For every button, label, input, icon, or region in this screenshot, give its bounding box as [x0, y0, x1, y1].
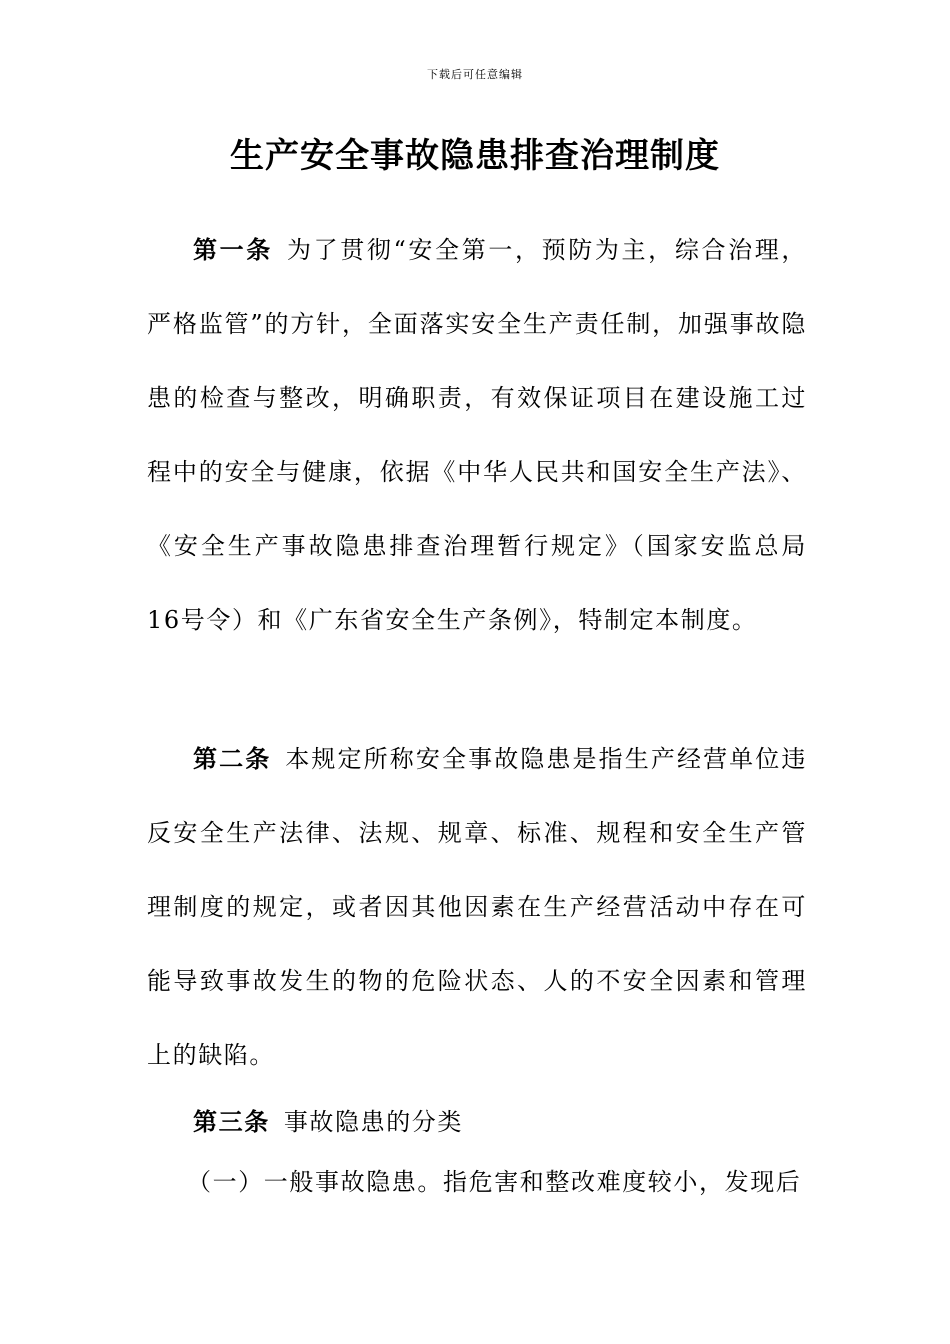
clause-1: （一）一般事故隐患。指危害和整改难度较小，发现后 — [187, 1168, 802, 1196]
article-1 — [147, 213, 807, 657]
article-2-text: 本规定所称安全事故隐患是指生产经营单位违反安全生产法律、法规、规章、标准、规程和安全生产管理制度的规定，或者因其他因素在生产经营活动中存在可能导致事故发生的物的危险状态、人的不安全因素和管理上的缺陷。 — [147, 745, 807, 1069]
article-2 — [147, 722, 807, 1092]
article-1-text: 为了贯彻“安全第一，预防为主，综合治理，严格监管”的方针，全面落实安全生产责任制，加强事故隐患的检查与整改，明确职责，有效保证项目在建设施工过程中的安全与健康，依据《中华人民共和国安全生产法》、《安全生产事故隐患排查治理暂行规定》（国家安监总局16号令）和《广东省安全生产条例》，特制定本制度。 — [147, 236, 807, 634]
article-3-label: 第三条 — [193, 1108, 270, 1136]
document-title: 生产安全事故隐患排查治理制度 — [230, 136, 720, 176]
article-3-text: 事故隐患的分类 — [283, 1108, 464, 1136]
article-2-label: 第二条 — [193, 745, 272, 773]
article-1-label: 第一条 — [193, 236, 273, 264]
page-header-note: 下载后可任意编辑 — [427, 68, 523, 81]
